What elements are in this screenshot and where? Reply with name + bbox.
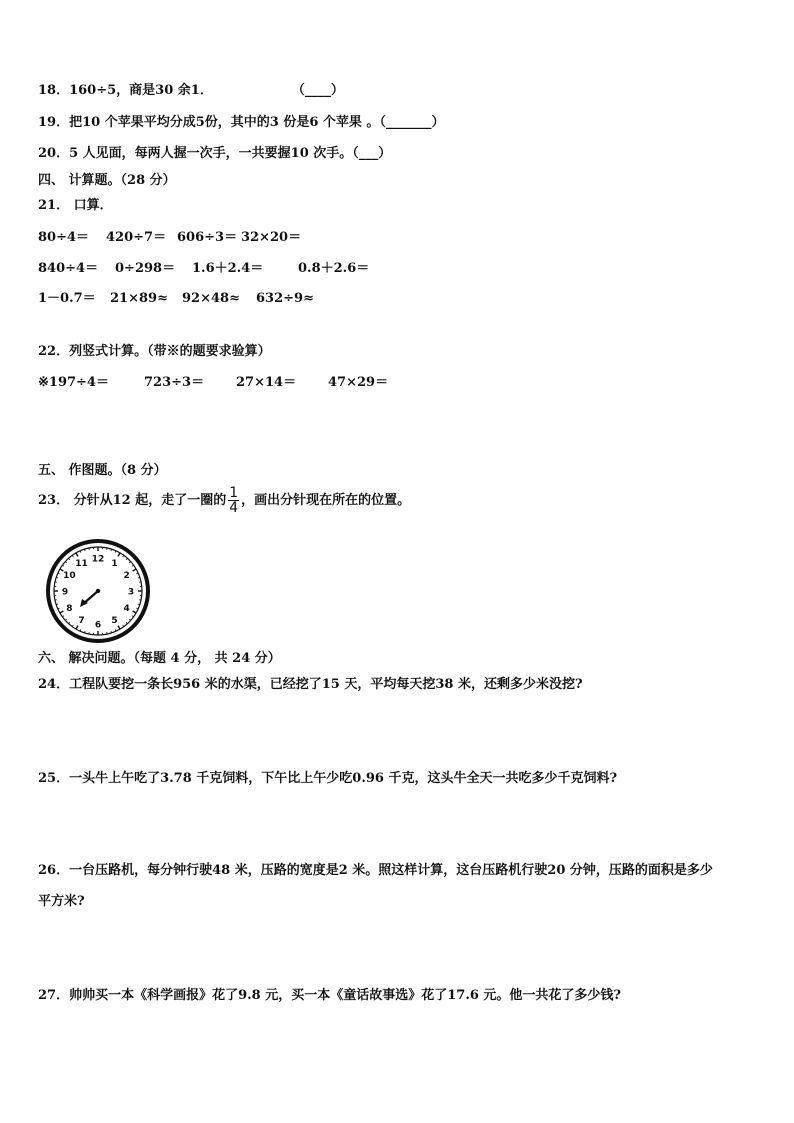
question-text: 把10 个苹果平均分成5份，其中的3 份是6 个苹果 。	[69, 115, 380, 130]
clock-number: 10	[63, 571, 76, 581]
math-item: 632÷9≈	[256, 291, 314, 306]
math-item: 1.6＋2.4＝	[192, 261, 264, 276]
clock-tick	[72, 625, 73, 627]
answer-blank[interactable]: （___）	[352, 146, 392, 161]
clock-center	[96, 589, 100, 593]
clock-number: 1	[111, 558, 118, 569]
math-item: 0.8＋2.6＝	[298, 261, 370, 276]
calc-item: 27×14＝	[236, 375, 297, 390]
section-title-drawing: 五、 作图题。（8 分）	[38, 463, 167, 478]
question-23	[38, 484, 410, 518]
question-26-line-2: 平方米?	[38, 894, 85, 909]
question-27: 27．帅帅买一本《科学画报》花了9.8 元，买一本《童话故事选》花了17.6 元。他一共花了多少钱?	[38, 988, 622, 1003]
vertical-calc-row	[38, 374, 388, 392]
clock-tick	[129, 619, 130, 620]
clock-tick	[69, 622, 70, 623]
fraction-numerator: 1	[229, 485, 239, 501]
clock-tick	[123, 625, 124, 627]
clock-tick	[76, 626, 78, 629]
clock-number: 5	[111, 616, 118, 627]
question-number: 19．	[38, 115, 70, 130]
math-item: 21×89≈	[110, 291, 168, 306]
fraction-denominator: 4	[229, 500, 239, 516]
answer-blank[interactable]: （_______）	[379, 115, 445, 130]
clock-tick	[65, 562, 66, 563]
clock-number: 8	[66, 604, 73, 614]
clock-number: 4	[123, 604, 130, 614]
mental-math-row-2	[38, 260, 369, 278]
question-20	[38, 145, 391, 163]
fraction-one-quarter	[228, 486, 239, 515]
clock-tick	[118, 553, 120, 556]
question-number: 20．	[38, 146, 70, 161]
clock-tick	[65, 619, 66, 620]
clock-number: 2	[123, 571, 130, 581]
clock-tick	[132, 616, 134, 617]
math-item: 92×48≈	[182, 291, 240, 306]
question-text: 23． 分针从12 起，走了一圈的	[38, 493, 227, 508]
math-item: 1－0.7＝	[38, 291, 96, 306]
clock-tick	[72, 555, 73, 557]
clock-tick	[76, 553, 78, 556]
mental-math-row-3	[38, 290, 314, 308]
mental-math-row-1	[38, 229, 301, 247]
question-18	[38, 82, 344, 100]
clock-tick	[133, 611, 136, 613]
calc-item: ※197÷4＝	[38, 375, 109, 390]
math-item: 32×20＝	[241, 230, 302, 245]
clock-tick	[132, 565, 134, 566]
question-26-line-1: 26．一台压路机，每分钟行驶48 米，压路的宽度是2 米。照这样计算，这台压路机行驶20 分钟，压路的面积是多少	[38, 863, 713, 878]
question-text: 5 人见面，每两人握一次手，一共要握10 次手。	[69, 146, 353, 161]
calc-item: 723÷3＝	[144, 375, 205, 390]
question-text: ，画出分针现在所在的位置。	[241, 493, 411, 508]
question-21-label: 21． 口算．	[38, 198, 113, 213]
answer-blank[interactable]: （____）	[291, 83, 344, 98]
math-item: 606÷3＝	[177, 230, 238, 245]
clock-face[interactable]	[44, 537, 152, 645]
math-item: 0÷298＝	[115, 261, 176, 276]
clock-number: 6	[94, 620, 102, 631]
clock-tick	[133, 569, 136, 571]
clock-tick	[129, 562, 130, 563]
calc-item: 47×29＝	[328, 375, 389, 390]
math-item: 420÷7＝	[106, 230, 167, 245]
clock-number: 7	[78, 616, 85, 627]
clock-tick	[62, 565, 64, 566]
math-item: 840÷4＝	[38, 261, 99, 276]
clock-number: 3	[127, 587, 135, 598]
question-number: 18．	[38, 83, 70, 98]
question-25: 25．一头牛上午吃了3.78 千克饲料，下午比上午少吃0.96 千克，这头牛全天一共吃多少千克饲料?	[38, 771, 618, 786]
question-19	[38, 114, 444, 132]
question-text: 160÷5，商是30 余1．	[69, 83, 213, 98]
clock-tick	[69, 558, 70, 559]
clock-number: 9	[61, 587, 69, 598]
clock-tick	[126, 558, 127, 559]
question-22-label: 22．列竖式计算。（带※的题要求验算）	[38, 344, 271, 359]
section-title-problem-solving: 六、 解决问题。（每题 4 分， 共 24 分）	[38, 651, 281, 666]
clock-tick	[123, 555, 124, 557]
clock-tick	[62, 616, 64, 617]
clock-tick	[126, 622, 127, 623]
clock-tick	[60, 611, 63, 613]
clock-number: 11	[75, 558, 88, 569]
question-24: 24．工程队要挖一条长956 米的水渠，已经挖了15 天，平均每天挖38 米，还剩多少米没挖?	[38, 677, 583, 692]
clock-tick	[118, 626, 120, 629]
clock-number: 12	[91, 554, 105, 565]
section-title-calculation: 四、 计算题。（28 分）	[38, 173, 176, 188]
math-item: 80÷4＝	[38, 230, 90, 245]
